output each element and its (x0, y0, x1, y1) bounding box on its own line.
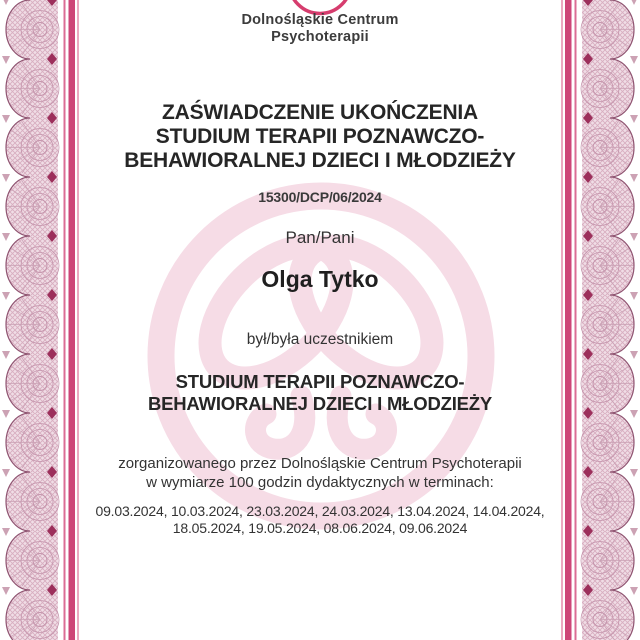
guilloche-border-left (0, 0, 85, 640)
session-dates-line1: 09.03.2024, 10.03.2024, 23.03.2024, 24.03.2024, 13.04.2024, 14.04.2024, (95, 503, 545, 519)
participation-text: był/była uczestnikiem (246, 331, 394, 348)
session-dates (82, 503, 558, 537)
course-name-line1: STUDIUM TERAPII POZNAWCZO- (175, 371, 465, 392)
recipient-name: Olga Tytko (261, 266, 379, 292)
certificate-title-line3: BEHAWIORALNEJ DZIECI I MŁODZIEŻY (124, 149, 516, 172)
certificate-number: 15300/DCP/06/2024 (258, 189, 382, 205)
session-dates-line2: 18.05.2024, 19.05.2024, 08.06.2024, 09.06.2024 (172, 520, 468, 536)
course-name-line2: BEHAWIORALNEJ DZIECI I MŁODZIEŻY (147, 393, 493, 414)
salutation-text: Pan/Pani (285, 228, 355, 247)
certificate-title-line2: STUDIUM TERAPII POZNAWCZO- (155, 125, 485, 148)
organization-name (82, 12, 558, 46)
organizer-text-line2: w wymiarze 100 godzin dydaktycznych w terminach: (146, 473, 494, 491)
course-name (82, 371, 558, 415)
organizer-text-line1: zorganizowanego przez Dolnośląskie Centrum Psychoterapii (118, 455, 522, 472)
certificate-title-line1: ZAŚWIADCZENIE UKOŃCZENIA (161, 101, 479, 124)
organization-name-line1: Dolnośląskie Centrum (241, 12, 399, 28)
certificate-title (82, 101, 558, 173)
guilloche-border-right (555, 0, 640, 640)
organizer-text (82, 455, 558, 492)
organization-name-line2: Psychoterapii (271, 29, 369, 45)
